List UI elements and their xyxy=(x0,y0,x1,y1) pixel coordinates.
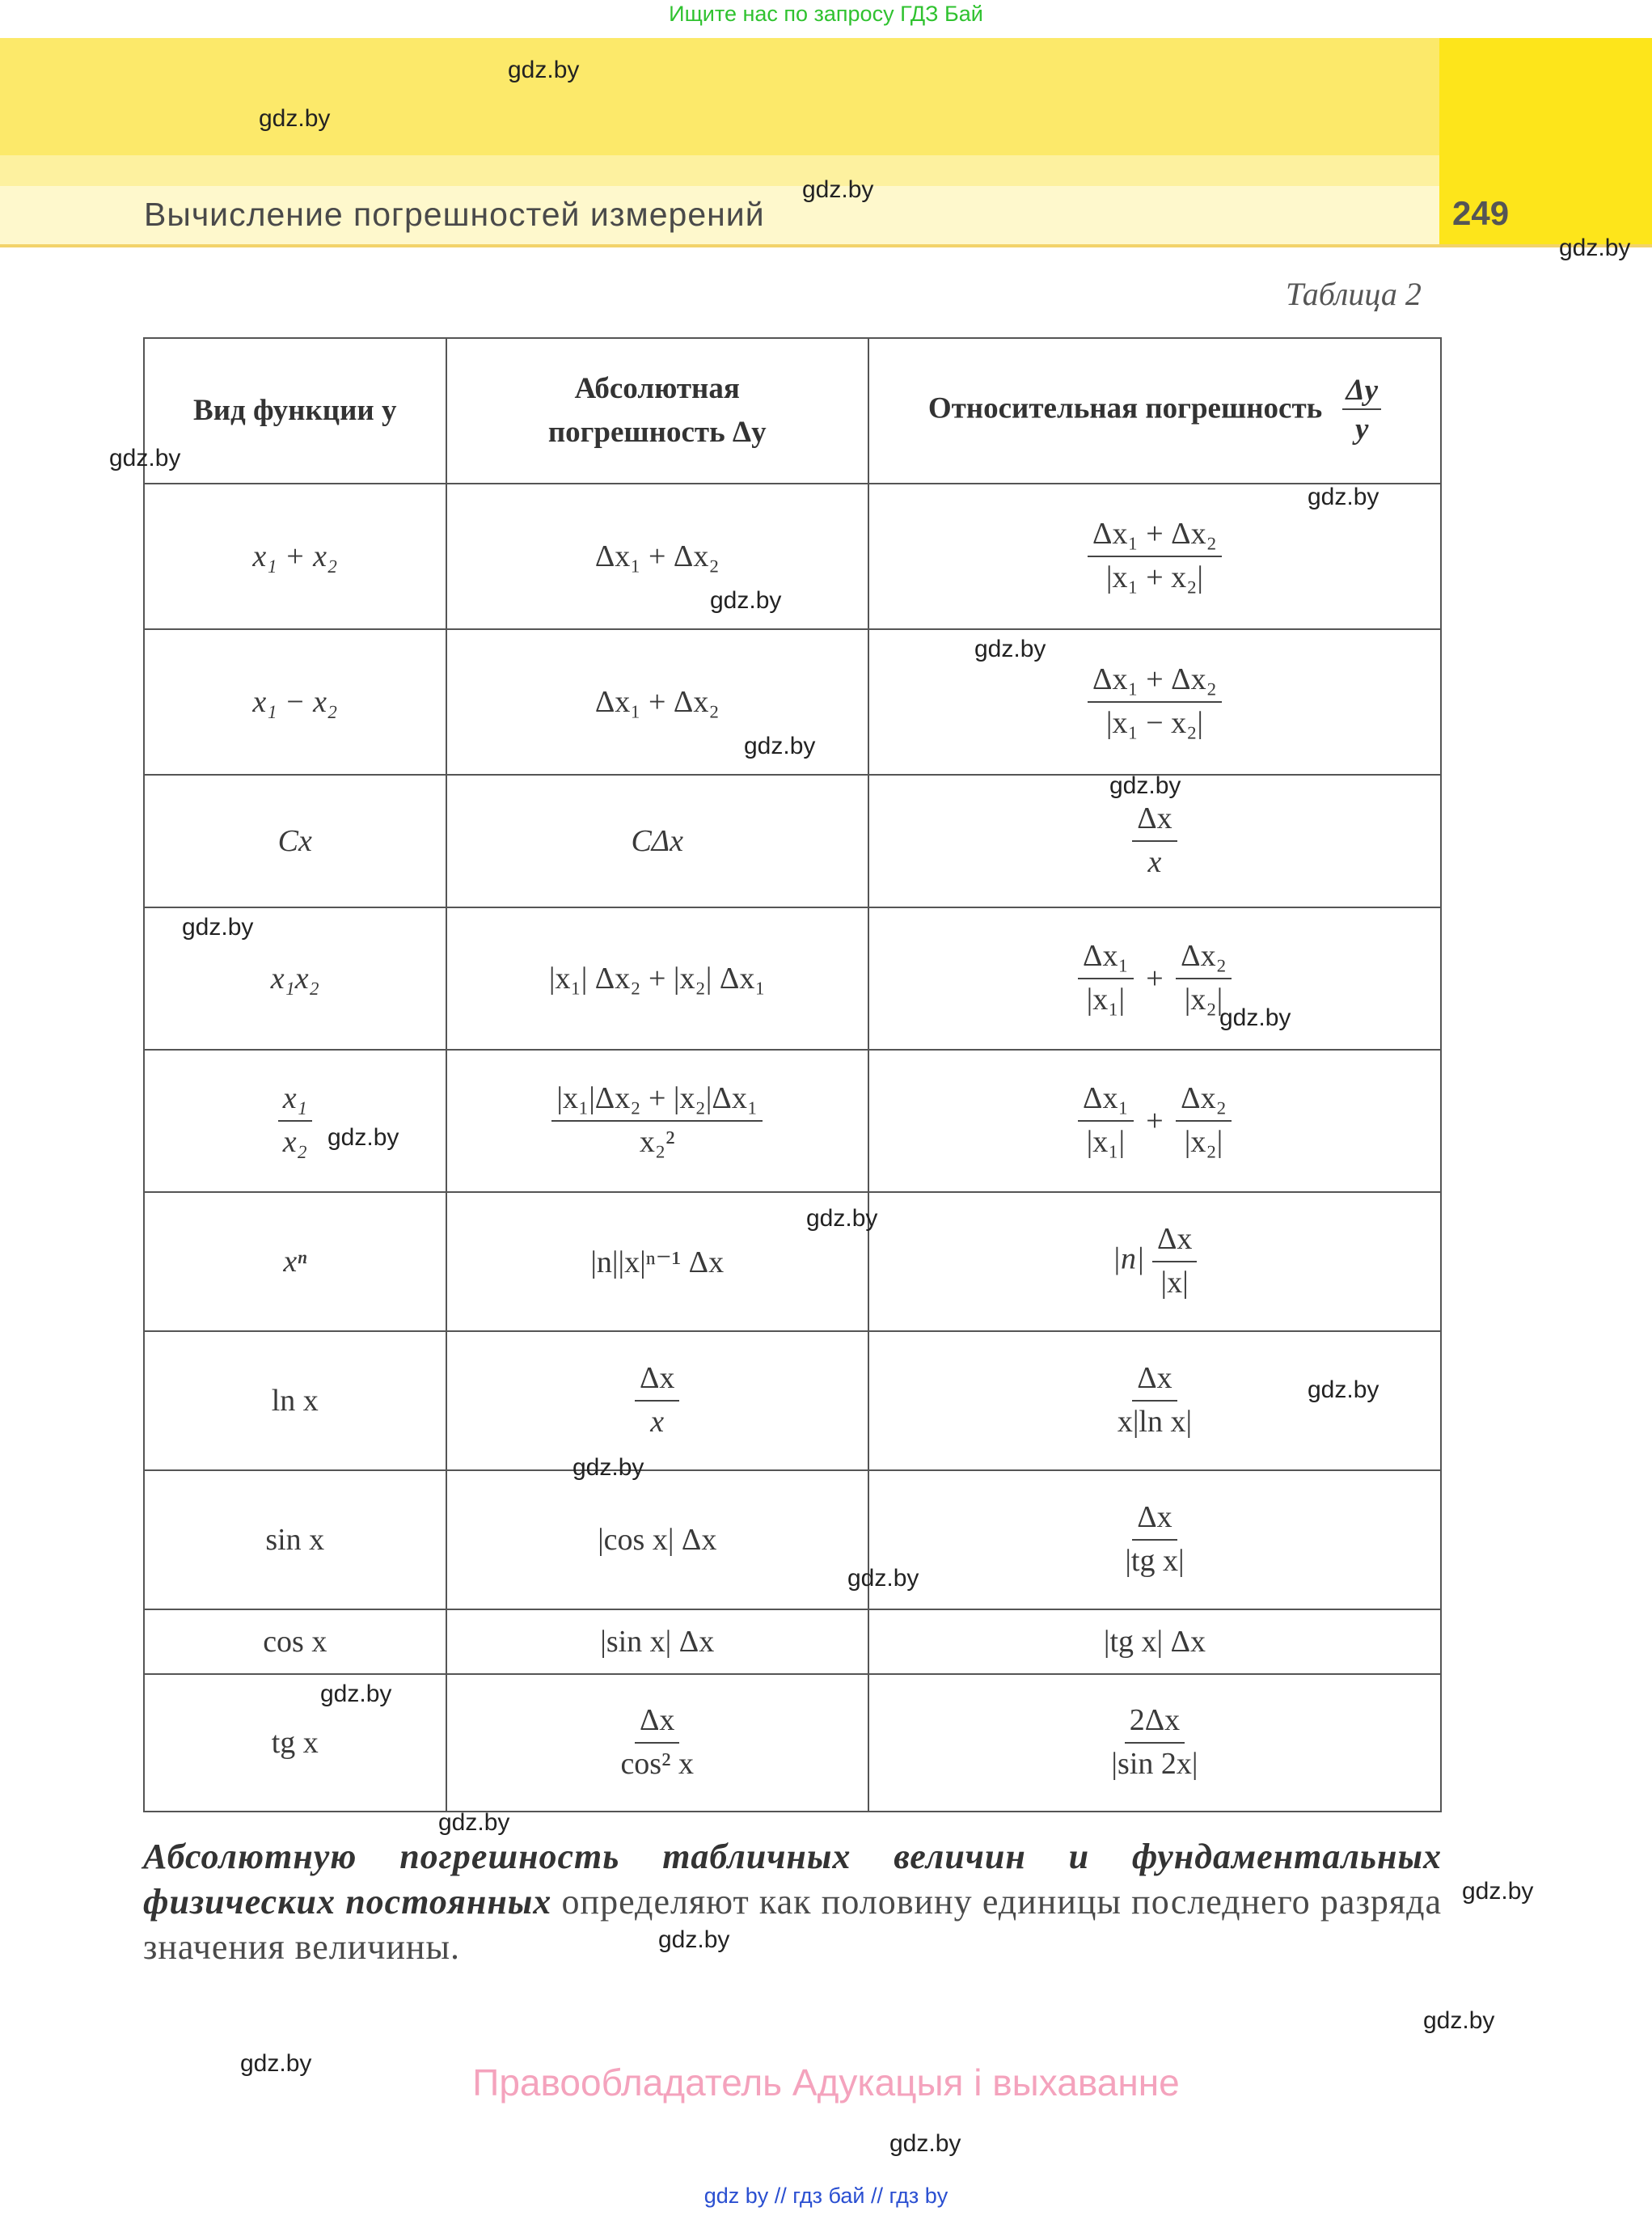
relative-fraction xyxy=(1106,1703,1202,1782)
fraction-denominator: |x₂| xyxy=(1184,983,1223,1017)
cell-relative xyxy=(868,1192,1441,1331)
watermark: gdz.by xyxy=(1559,235,1631,261)
cell-relative: |tg x| Δx xyxy=(868,1609,1441,1674)
fraction-numerator: Δx₂ xyxy=(1176,1081,1232,1122)
relative-fraction xyxy=(1132,801,1177,880)
fraction-numerator: Δx xyxy=(1132,801,1177,842)
cell-relative xyxy=(868,907,1441,1050)
watermark: gdz.by xyxy=(240,2050,312,2077)
paragraph-text: определяют как половину единицы последнего разряда значения величины. xyxy=(143,1882,1442,1967)
watermark: gdz.by xyxy=(1219,1004,1291,1031)
header-band xyxy=(0,38,1439,155)
cell-absolute: CΔx xyxy=(446,775,868,907)
cell-relative xyxy=(868,1470,1441,1609)
fraction-denominator: x|ln x| xyxy=(1117,1405,1193,1439)
fraction-numerator: |x₁|Δx₂ + |x₂|Δx₁ xyxy=(551,1081,763,1122)
cell-function: ln x xyxy=(144,1331,446,1470)
fraction-denominator: |tg x| xyxy=(1125,1544,1185,1578)
fraction-numerator: Δx₂ xyxy=(1176,939,1232,979)
fraction-numerator: x₁ xyxy=(278,1081,312,1122)
watermark: gdz.by xyxy=(806,1205,878,1232)
watermark: gdz.by xyxy=(744,733,816,759)
header-absolute-error xyxy=(446,338,868,484)
cell-function: sin x xyxy=(144,1470,446,1609)
cell-absolute: |sin x| Δx xyxy=(446,1609,868,1674)
fraction-numerator: Δx xyxy=(635,1703,679,1744)
fraction-denominator: cos² x xyxy=(620,1747,694,1781)
body-paragraph xyxy=(143,1834,1442,1970)
watermark: gdz.by xyxy=(572,1454,644,1481)
relative-prefix: |n| xyxy=(1112,1241,1145,1276)
table-row xyxy=(144,775,1441,907)
table-row xyxy=(144,1050,1441,1192)
fraction-denominator: |x₂| xyxy=(1184,1125,1223,1159)
header-function-type: Вид функции y xyxy=(144,338,446,484)
cell-relative xyxy=(868,1674,1441,1812)
cell-function: x₁ + x₂ xyxy=(144,484,446,629)
fraction-numerator: Δx₁ xyxy=(1078,1081,1134,1122)
watermark: gdz.by xyxy=(1109,772,1181,799)
fraction-denominator: |sin 2x| xyxy=(1111,1747,1198,1781)
page-number: 249 xyxy=(1452,194,1510,232)
table-header-row xyxy=(144,338,1441,484)
fraction-denominator: x xyxy=(650,1405,665,1439)
fraction-numerator: Δx₁ + Δx₂ xyxy=(1088,517,1222,557)
fraction-denominator: |x₁ − x₂| xyxy=(1105,706,1204,740)
watermark: gdz.by xyxy=(327,1124,399,1151)
table-row xyxy=(144,1192,1441,1331)
fraction-denominator: |x₁ + x₂| xyxy=(1105,560,1204,594)
relative-fraction xyxy=(1120,1500,1189,1579)
fraction-denominator: x xyxy=(1147,845,1162,879)
function-fraction xyxy=(278,1081,312,1160)
table-row xyxy=(144,1609,1441,1674)
watermark: gdz.by xyxy=(1462,1878,1534,1905)
fraction-numerator: Δy xyxy=(1342,373,1381,410)
watermark: gdz.by xyxy=(1423,2007,1495,2034)
cell-function: x₁x₂ xyxy=(144,907,446,1050)
fraction-denominator: |x₁| xyxy=(1086,1125,1126,1159)
watermark: gdz.by xyxy=(658,1926,730,1953)
watermark: gdz.by xyxy=(320,1681,392,1707)
watermark: gdz.by xyxy=(847,1565,919,1592)
watermark: gdz.by xyxy=(182,914,254,941)
fraction-numerator: Δx₁ + Δx₂ xyxy=(1088,662,1222,703)
fraction-numerator: Δx₁ xyxy=(1078,939,1134,979)
emphasis-text: Абсолютную погрешность табличных величин и фундаментальных физических постоянных xyxy=(143,1837,1442,1922)
watermark: gdz.by xyxy=(889,2130,961,2157)
cell-relative xyxy=(868,1050,1441,1192)
fraction-denominator: |x₁| xyxy=(1086,983,1126,1017)
cell-function: Cx xyxy=(144,775,446,907)
cell-absolute: |n||x|ⁿ⁻¹ Δx xyxy=(446,1192,868,1331)
copyright-note: Правообладатель Адукацыя і выхаванне xyxy=(472,2061,1180,2103)
cell-absolute: |cos x| Δx xyxy=(446,1470,868,1609)
header-relative-fraction xyxy=(1342,373,1381,449)
watermark: gdz.by xyxy=(508,57,580,83)
fraction-denominator: |x| xyxy=(1160,1266,1189,1300)
relative-fraction-a xyxy=(1078,1081,1134,1160)
cell-absolute: |x₁| Δx₂ + |x₂| Δx₁ xyxy=(446,907,868,1050)
fraction-denominator: x₂² xyxy=(639,1125,675,1159)
header-divider xyxy=(0,244,1652,247)
watermark: gdz.by xyxy=(974,636,1046,662)
absolute-fraction xyxy=(615,1703,699,1782)
cell-absolute: Δx₁ + Δx₂ xyxy=(446,629,868,775)
fraction-denominator: y xyxy=(1355,412,1369,446)
fraction-numerator: Δx xyxy=(1152,1222,1197,1262)
section-title: Вычисление погрешностей измерений xyxy=(144,196,765,233)
header-band-light xyxy=(0,155,1439,186)
cell-relative xyxy=(868,629,1441,775)
cell-function: x₁ − x₂ xyxy=(144,629,446,775)
fraction-numerator: Δx xyxy=(1132,1500,1177,1541)
cell-absolute xyxy=(446,1674,868,1812)
watermark: gdz.by xyxy=(1308,484,1379,510)
top-search-note: Ищите нас по запросу ГДЗ Бай xyxy=(669,2,983,26)
cell-function: xⁿ xyxy=(144,1192,446,1331)
relative-fraction xyxy=(1113,1361,1197,1440)
table-row xyxy=(144,1331,1441,1470)
header-relative-error xyxy=(868,338,1441,484)
relative-fraction-a xyxy=(1078,939,1134,1017)
absolute-fraction xyxy=(635,1361,679,1440)
header-relative-label: Относительная погрешность xyxy=(927,391,1323,425)
cell-function: tg x xyxy=(144,1674,446,1812)
header-absolute-line2: погрешность Δy xyxy=(547,416,767,449)
plus-sign: + xyxy=(1146,962,1164,996)
absolute-fraction xyxy=(551,1081,763,1160)
relative-fraction xyxy=(1152,1222,1197,1300)
relative-fraction-b xyxy=(1176,1081,1232,1160)
watermark: gdz.by xyxy=(802,176,874,203)
footer-links[interactable]: gdz by // гдз бай // гдз by xyxy=(703,2184,949,2208)
relative-fraction xyxy=(1088,517,1222,595)
plus-sign: + xyxy=(1146,1104,1164,1138)
table-row xyxy=(144,1470,1441,1609)
relative-fraction xyxy=(1088,662,1222,741)
watermark: gdz.by xyxy=(438,1809,510,1836)
cell-function: cos x xyxy=(144,1609,446,1674)
error-formulas-table xyxy=(143,337,1442,1812)
fraction-numerator: Δx xyxy=(1132,1361,1177,1402)
watermark: gdz.by xyxy=(710,587,782,614)
watermark: gdz.by xyxy=(259,105,331,132)
table-caption: Таблица 2 xyxy=(1286,276,1422,312)
cell-absolute xyxy=(446,1050,868,1192)
fraction-numerator: Δx xyxy=(635,1361,679,1402)
cell-absolute xyxy=(446,1331,868,1470)
cell-absolute: Δx₁ + Δx₂ xyxy=(446,484,868,629)
table-row xyxy=(144,484,1441,629)
watermark: gdz.by xyxy=(1308,1376,1379,1403)
header-absolute-line1: Абсолютная xyxy=(574,372,740,405)
watermark: gdz.by xyxy=(109,445,181,471)
fraction-denominator: x₂ xyxy=(282,1125,307,1159)
fraction-numerator: 2Δx xyxy=(1125,1703,1185,1744)
cell-function xyxy=(144,1050,446,1192)
